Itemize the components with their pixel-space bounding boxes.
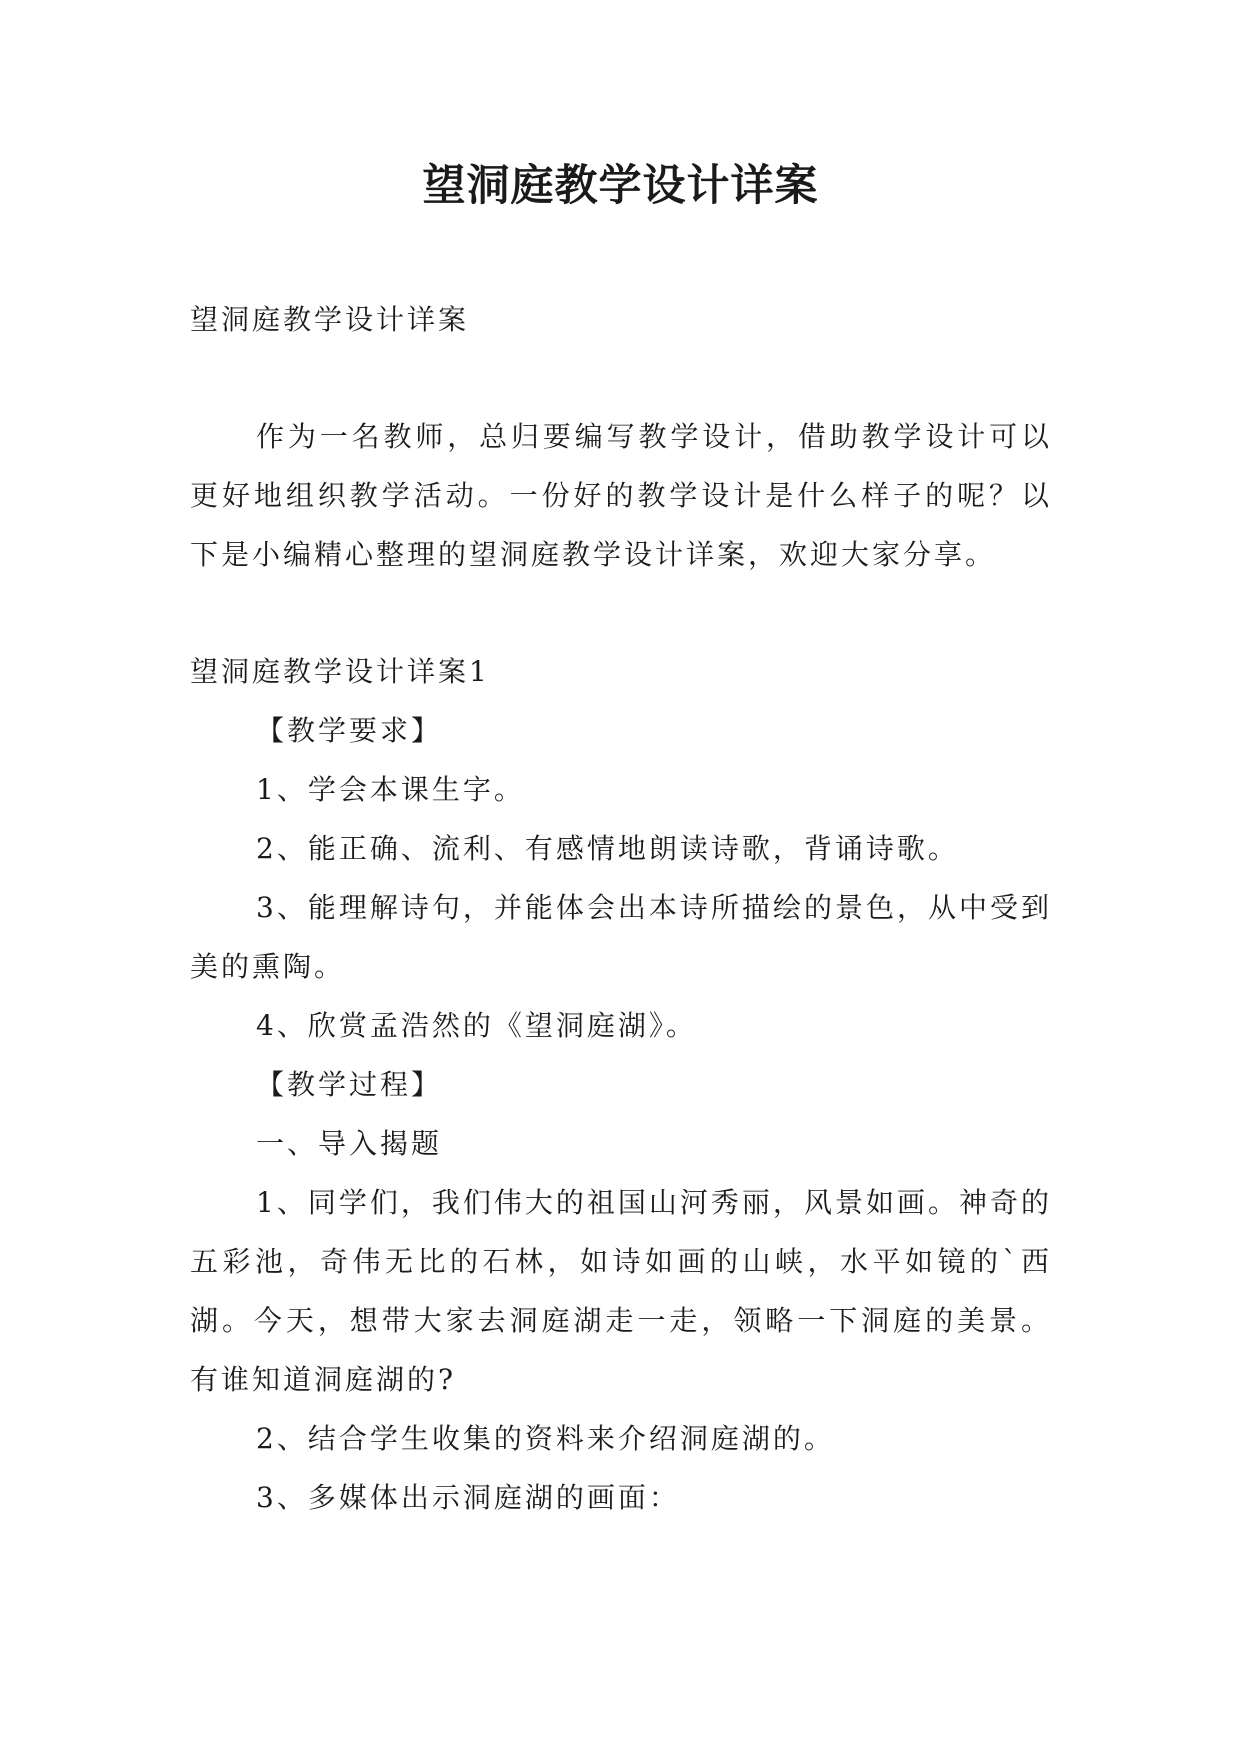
document-subtitle: 望洞庭教学设计详案 [190,303,470,336]
step-item: 2、结合学生收集的资料来介绍洞庭湖的。 [256,1422,835,1455]
requirement-item: 3、能理解诗句，并能体会出本诗所描绘的景色，从中受到美的熏陶。 [190,891,1052,983]
step-item: 3、多媒体出示洞庭湖的画面： [256,1481,680,1514]
requirements-heading: 【教学要求】 [256,714,443,747]
requirement-item: 2、能正确、流利、有感情地朗读诗歌，背诵诗歌。 [256,832,959,865]
process-heading: 【教学过程】 [256,1068,443,1101]
requirement-item: 4、欣赏孟浩然的《望洞庭湖》。 [256,1009,697,1042]
requirement-item: 1、学会本课生字。 [256,773,525,806]
step-heading: 一、导入揭题 [256,1127,443,1160]
section-heading: 望洞庭教学设计详案1 [190,655,490,688]
document-title: 望洞庭教学设计详案 [422,161,819,211]
intro-paragraph: 作为一名教师，总归要编写教学设计，借助教学设计可以更好地组织教学活动。一份好的教学设计是什么样子的呢？以下是小编精心整理的望洞庭教学设计详案，欢迎大家分享。 [190,420,1052,571]
step-item: 1、同学们，我们伟大的祖国山河秀丽，风景如画。神奇的五彩池，奇伟无比的石林，如诗如画的山峡，水平如镜的`西湖。今天，想带大家去洞庭湖走一走，领略一下洞庭的美景。有谁知道洞庭湖的? [190,1186,1052,1396]
document-body [190,290,1052,1527]
